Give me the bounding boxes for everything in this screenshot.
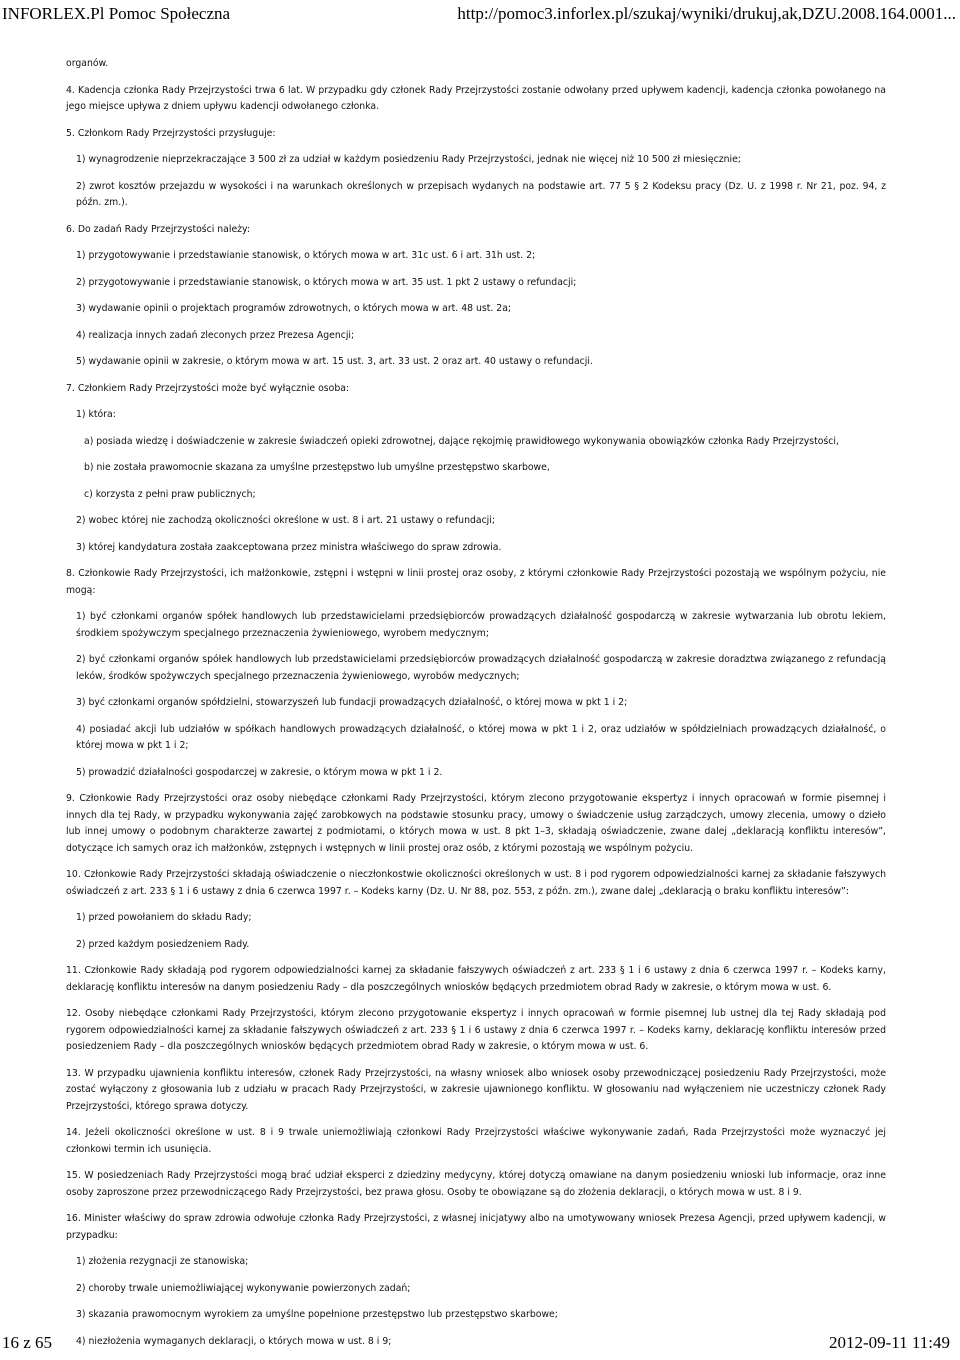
paragraph: 4) posiadać akcji lub udziałów w spółkach handlowych prowadzących działalność, o której mowa w pkt 1 i 2, oraz udziałów w spółdzielniach prowadzących działalność, o której mowa w pkt 1 i 2;: [76, 723, 886, 751]
paragraph: c) korzysta z pełni praw publicznych;: [84, 488, 256, 500]
paragraph: 1) przed powołaniem do składu Rady;: [76, 912, 252, 923]
paragraph: 4) realizacja innych zadań zleconych przez Prezesa Agencji;: [76, 329, 355, 341]
paragraph: 3) skazania prawomocnym wyrokiem za umyślne popełnione przestępstwo lub przestępstwo skarbowe;: [76, 1309, 558, 1320]
header-title: INFORLEX.Pl Pomoc Społeczna: [2, 4, 231, 23]
paragraph: 10. Członkowie Rady Przejrzystości składają oświadczenie o nieczłonkostwie okoliczności określonych w ust. 8 i pod rygorem odpowiedzialności karnej za składanie fałszywych oświadczeń z art. 233 § 1 i 6 ustawy z dnia 6 czerwca 1997 r. – Kodeks karny (Dz. U. Nr 88, poz. 553, z późn. zm.), zwane dalej „deklaracją o braku konfliktu interesów”:: [66, 869, 886, 897]
paragraph: 1) która:: [76, 409, 116, 420]
paragraph: 11. Członkowie Rady składają pod rygorem odpowiedzialności karnej za składanie fałszywych oświadczeń z art. 233 § 1 i 6 ustawy z dnia 6 czerwca 1997 r. – Kodeks karny, deklarację konfliktu interesów na danym posiedzeniu Rady – dla poszczególnych wniosków będących przedmiotem obrad Rady w zakresie, o którym mowa w ust. 6.: [66, 965, 886, 993]
paragraph: 5) prowadzić działalności gospodarczej w zakresie, o którym mowa w pkt 1 i 2.: [76, 766, 443, 778]
paragraph: 4) niezłożenia wymaganych deklaracji, o których mowa w ust. 8 i 9;: [76, 1335, 392, 1347]
print-header: [0, 0, 960, 26]
document-body: [66, 56, 886, 1360]
paragraph: a) posiada wiedzę i doświadczenie w zakresie świadczeń opieki zdrowotnej, dające rękojmię prawidłowego wykonywania obowiązków członka Rady Przejrzystości,: [84, 435, 839, 447]
paragraph: 2) przed każdym posiedzeniem Rady.: [76, 938, 250, 950]
paragraph: 8. Członkowie Rady Przejrzystości, ich małżonkowie, zstępni i wstępni w linii prostej oraz osoby, z którymi członkowie Rady Przejrzystości pozostają we wspólnym pożyciu, nie mogą:: [66, 568, 886, 596]
paragraph: 1) złożenia rezygnacji ze stanowiska;: [76, 1256, 249, 1267]
paragraph: 2) wobec której nie zachodzą okoliczności określone w ust. 8 i art. 21 ustawy o refundacji;: [76, 515, 495, 526]
header-url: http://pomoc3.inforlex.pl/szukaj/wyniki/drukuj,ak,DZU.2008.164.0001...: [457, 4, 956, 23]
paragraph: 2) choroby trwale uniemożliwiającej wykonywanie powierzonych zadań;: [76, 1282, 411, 1294]
paragraph: 5) wydawanie opinii w zakresie, o którym mowa w art. 15 ust. 3, art. 33 ust. 2 oraz art. 40 ustawy o refundacji.: [76, 356, 593, 367]
paragraph: b) nie została prawomocnie skazana za umyślne przestępstwo lub umyślne przestępstwo skarbowe,: [84, 462, 550, 473]
paragraph: 2) być członkami organów spółek handlowych lub przedstawicielami przedsiębiorców prowadzących działalność gospodarczą w zakresie doradztwa związanego z refundacją leków, środków spożywczych specjalnego przeznaczenia żywieniowego, wyrobów medycznych;: [76, 654, 886, 682]
paragraph: 1) wynagrodzenie nieprzekraczające 3 500 zł za udział w każdym posiedzeniu Rady Przejrzystości, jednak nie więcej niż 10 500 zł miesięcznie;: [76, 154, 741, 165]
paragraph: 3) być członkami organów spółdzielni, stowarzyszeń lub fundacji prowadzących działalność, o której mowa w pkt 1 i 2;: [76, 697, 628, 708]
paragraph: 3) której kandydatura została zaakceptowana przez ministra właściwego do spraw zdrowia.: [76, 541, 502, 553]
paragraph: 13. W przypadku ujawnienia konfliktu interesów, członek Rady Przejrzystości, na własny wniosek albo wniosek osoby przewodniczącej posiedzeniu Rady Przejrzystości, może zostać wyłączony z głosowania lub z udziału w pracach Rady Przejrzystości, w zakresie ujawnionego konfliktu. W głosowaniu nad wyłączeniem nie uczestniczy członek Rady Przejrzystości, którego sprawa dotyczy.: [66, 1067, 886, 1112]
paragraph: 9. Członkowie Rady Przejrzystości oraz osoby niebędące członkami Rady Przejrzystości, którym zlecono przygotowanie ekspertyz i innych opracowań w formie pisemnej i innych dla tej Rady, w przypadku wykonywania zajęć zarobkowych na podstawie stosunku pracy, umowy o świadczenie usług zarządczych, umowy zlecenia, umowy o dzieło lub innej umowy o podobnym charakterze zawartej z podmiotami, o których mowa w ust. 8 pkt 1–3, składają oświadczenie, zwane dalej „deklaracją konfliktu interesów”, dotyczące ich samych oraz ich małżonków, zstępnych i wstępnych w linii prostej oraz osób, z którymi pozostają we wspólnym pożyciu.: [66, 793, 886, 854]
page-counter: 16 z 65: [2, 1333, 53, 1352]
paragraph: 5. Członkom Rady Przejrzystości przysługuje:: [66, 127, 276, 139]
print-timestamp: 2012-09-11 11:49: [828, 1333, 950, 1352]
paragraph: organów.: [66, 58, 109, 69]
paragraph: 2) przygotowywanie i przedstawianie stanowisk, o których mowa w art. 35 ust. 1 pkt 2 ustawy o refundacji;: [76, 276, 577, 288]
paragraph: 3) wydawanie opinii o projektach programów zdrowotnych, o których mowa w art. 48 ust. 2a;: [76, 303, 512, 314]
paragraph: 4. Kadencja członka Rady Przejrzystości trwa 6 lat. W przypadku gdy członek Rady Przejrzystości zostanie odwołany przed upływem kadencji, kadencja członka powołanego na jego miejsce upływa z dniem upływu kadencji odwołanego członka.: [66, 84, 886, 112]
paragraph: 6. Do zadań Rady Przejrzystości należy:: [66, 223, 251, 235]
paragraph: 7. Członkiem Rady Przejrzystości może być wyłącznie osoba:: [66, 382, 350, 394]
paragraph: 1) przygotowywanie i przedstawianie stanowisk, o których mowa w art. 31c ust. 6 i art. 31h ust. 2;: [76, 250, 536, 261]
print-footer: [0, 1329, 960, 1357]
paragraph: 1) być członkami organów spółek handlowych lub przedstawicielami przedsiębiorców prowadzących działalność gospodarczą w zakresie wytwarzania lub obrotu lekiem, środkiem spożywczym specjalnego przeznaczenia żywieniowego, wyrobem medycznym;: [76, 611, 886, 639]
paragraph: 15. W posiedzeniach Rady Przejrzystości mogą brać udział eksperci z dziedziny medycyny, której dotyczą omawiane na danym posiedzeniu wnioski lub informacje, oraz inne osoby zaproszone przez przewodniczącego Rady Przejrzystości, bez prawa głosu. Osoby te obowiązane są do złożenia deklaracji, o których mowa w ust. 8 i 9.: [66, 1170, 886, 1198]
paragraph: 14. Jeżeli okoliczności określone w ust. 8 i 9 trwale uniemożliwiają członkowi Rady Przejrzystości właściwe wykonywanie zadań, Rada Przejrzystości może wyznaczyć jej członkowi termin ich usunięcia.: [66, 1127, 886, 1155]
paragraph: 16. Minister właściwy do spraw zdrowia odwołuje członka Rady Przejrzystości, z własnej inicjatywy albo na umotywowany wniosek Prezesa Agencji, przed upływem kadencji, w przypadku:: [66, 1213, 886, 1241]
paragraph: 2) zwrot kosztów przejazdu w wysokości i na warunkach określonych w przepisach wydanych na podstawie art. 77 5 § 2 Kodeksu pracy (Dz. U. z 1998 r. Nr 21, poz. 94, z późn. zm.).: [76, 180, 886, 208]
paragraph: 12. Osoby niebędące członkami Rady Przejrzystości, którym zlecono przygotowanie ekspertyz i innych opracowań w formie pisemnej lub ustnej dla tej Rady składają pod rygorem odpowiedzialności karnej za składanie fałszywych oświadczeń z art. 233 § 1 i 6 ustawy z dnia 6 czerwca 1997 r. – Kodeks karny, deklarację konfliktu interesów przed posiedzeniem Rady – dla poszczególnych wniosków będących przedmiotem obrad Rady w zakresie, o którym mowa w ust. 6.: [66, 1008, 886, 1052]
